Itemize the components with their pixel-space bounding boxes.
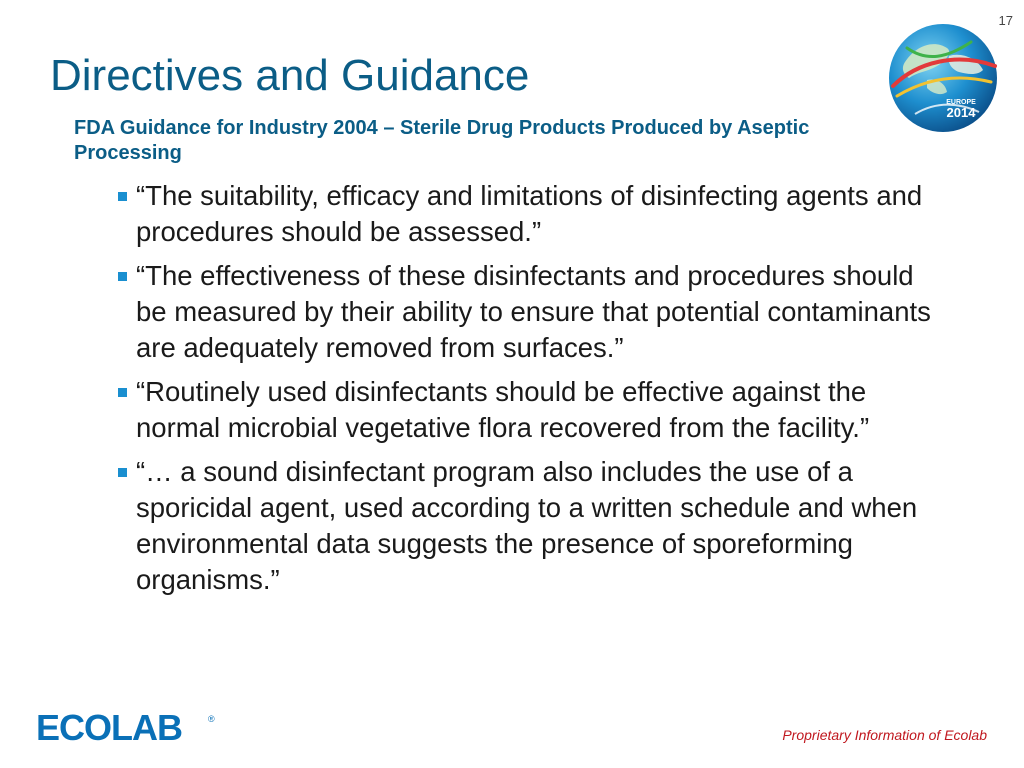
bullet-item	[118, 258, 948, 366]
square-bullet-icon	[118, 192, 127, 201]
square-bullet-icon	[118, 468, 127, 477]
event-logo-line1: EUROPE	[946, 99, 976, 106]
bullet-text: “The effectiveness of these disinfectants and procedures should be measured by their ability to ensure that potential contaminants are adequately removed from surfaces.”	[136, 260, 931, 363]
bullet-item	[118, 454, 948, 598]
bullet-item	[118, 374, 948, 446]
square-bullet-icon	[118, 388, 127, 397]
bullet-item	[118, 178, 948, 250]
ecolab-logo	[36, 708, 216, 748]
event-logo-line2: 2014	[946, 105, 976, 120]
bullet-text: “… a sound disinfectant program also includes the use of a sporicidal agent, used according to a written schedule and when environmental data suggests the presence of sporeforming organisms.”	[136, 456, 918, 595]
registered-mark: ®	[208, 714, 215, 724]
bullet-text: “Routinely used disinfectants should be effective against the normal microbial vegetative flora recovered from the facility.”	[136, 376, 870, 443]
page-number: 17	[998, 13, 1013, 28]
slide-subtitle: FDA Guidance for Industry 2004 – Sterile Drug Products Produced by Aseptic Processing	[74, 117, 810, 164]
proprietary-notice: Proprietary Information of Ecolab	[782, 727, 987, 743]
slide-title: Directives and Guidance	[50, 51, 530, 100]
square-bullet-icon	[118, 272, 127, 281]
bullet-text: “The suitability, efficacy and limitations of disinfecting agents and procedures should be assessed.”	[136, 180, 923, 247]
ecolab-logo-text: ECOLAB	[36, 708, 182, 748]
bullet-list	[118, 178, 948, 606]
